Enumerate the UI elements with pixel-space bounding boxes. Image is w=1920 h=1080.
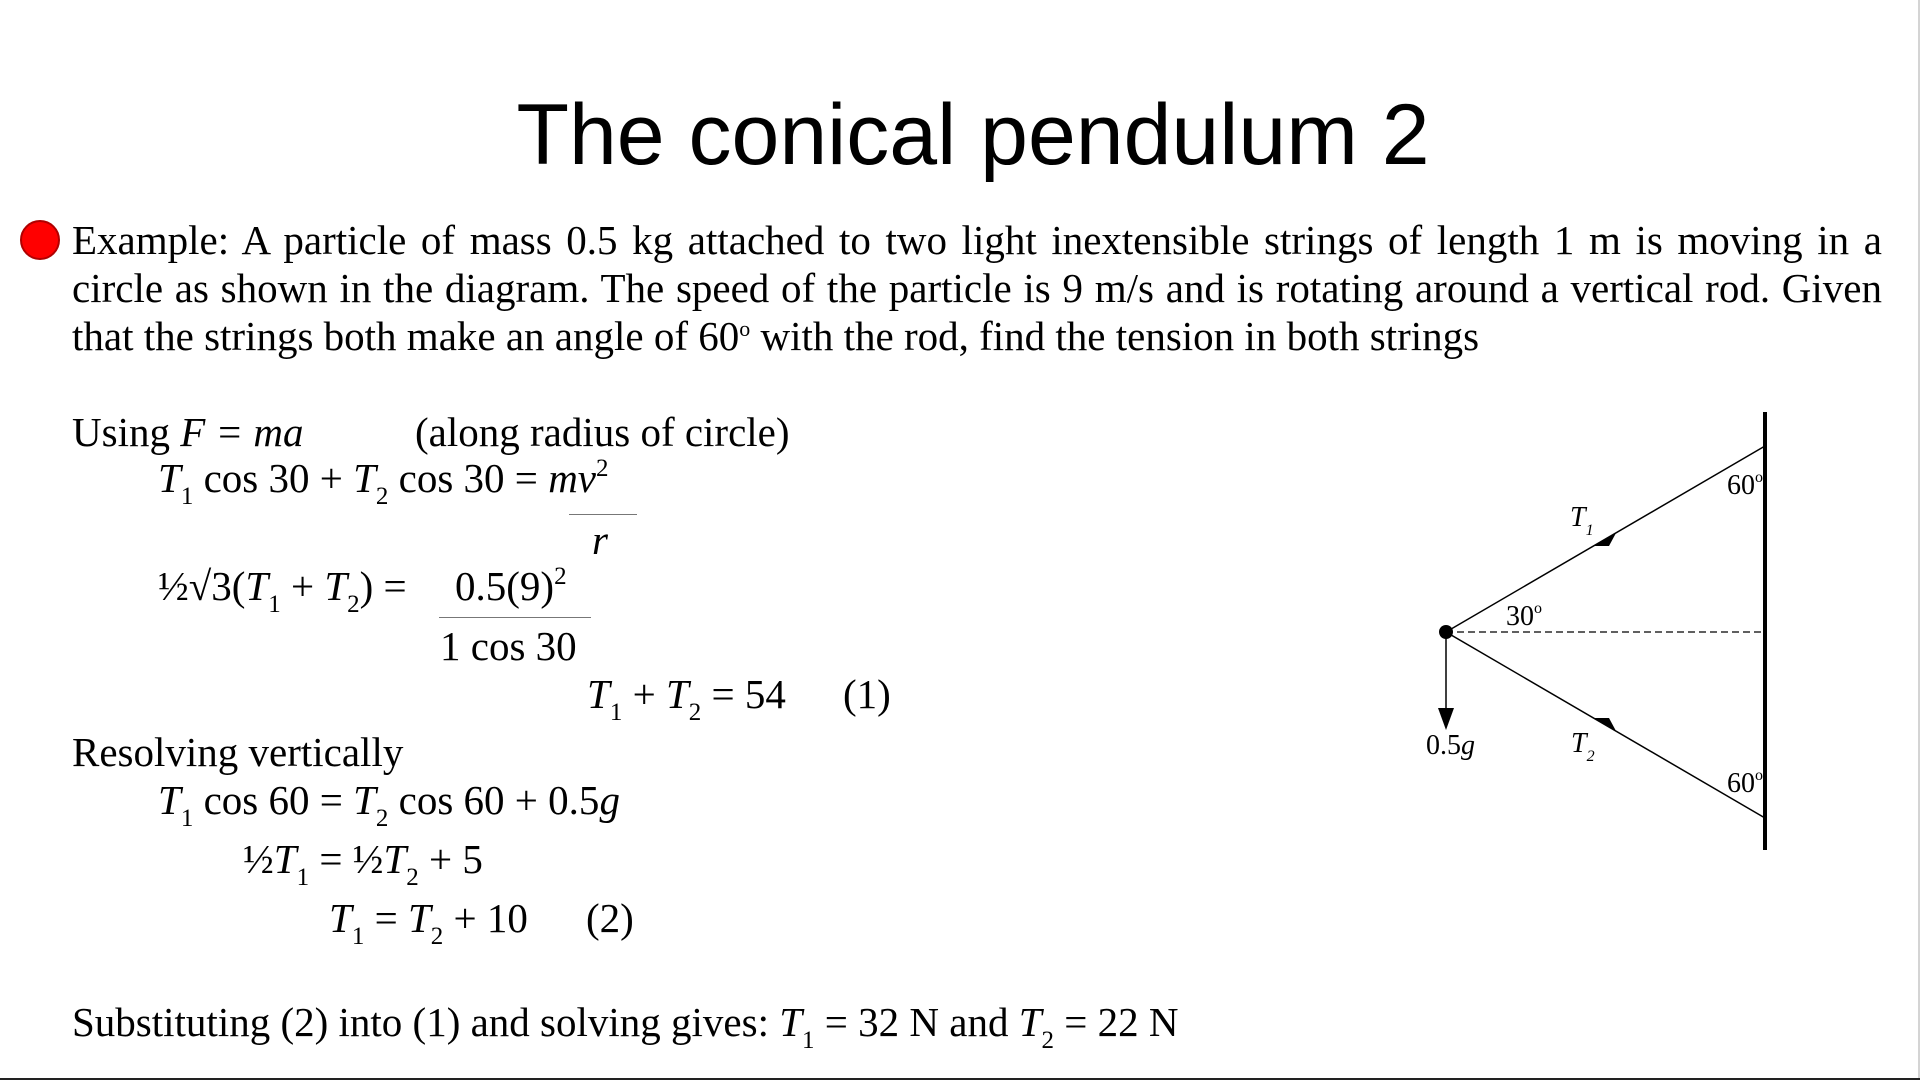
equation-6: $T_1 = T_2 + 10$	[329, 895, 528, 950]
angle-bottom-label: 60$^o$	[1727, 767, 1763, 799]
slide-title: The conical pendulum 2	[516, 87, 1430, 183]
degree-mark: o	[739, 316, 751, 341]
equation-1-denominator: r	[592, 517, 608, 563]
bullet-icon	[20, 220, 60, 260]
example-text	[72, 216, 1882, 360]
angle-mid-label: 30$^o$	[1506, 600, 1542, 632]
equation-6-tag: (2)	[586, 895, 634, 941]
fraction-bar-2	[439, 617, 591, 618]
T2-label: $T_2$	[1571, 728, 1595, 765]
weight-label: 0.5g	[1426, 730, 1475, 761]
pendulum-diagram	[1400, 405, 1800, 865]
equation-1: $T_1$ $\cos 30 + T_2$ $\cos 30 = mv^2$	[158, 455, 609, 510]
using-note: (along radius of circle)	[415, 409, 790, 455]
using-line	[72, 408, 304, 456]
example-end: with the rod, find the tension in both strings	[750, 313, 1480, 359]
particle	[1439, 625, 1453, 639]
T1-label: $T_1$	[1570, 502, 1594, 539]
equation-2-denominator: 1 cos 30	[440, 623, 577, 669]
equation-2-numerator: $0.5(9)^2$	[455, 563, 567, 609]
using-prefix: Using	[72, 409, 181, 455]
equation-5: $\frac{1}{2}T_1$ = $\frac{1}{2}T_2 + 5$	[243, 836, 483, 891]
final-result: Substituting (2) into (1) and solving gives: $T_1 = 32$ N and $T_2 = 22$ N	[72, 999, 1179, 1054]
equation-4: $T_1$ $\cos 60 = T_2$ cos 60 + 0.5g	[158, 777, 620, 832]
example-body: Example: A particle of mass 0.5 kg attached to two light inextensible strings of length 1 m is moving in a circle as shown in the diagram. The speed of the particle is 9 m/s and is rotating around a vertical rod. Given that the strings both make an angle of 60	[72, 217, 1882, 359]
weight-arrow-icon	[1438, 708, 1454, 730]
resolving-heading: Resolving vertically	[72, 729, 404, 775]
angle-top-label: 60$^o$	[1727, 469, 1763, 501]
equation-2: $\frac{1}{2}√3(T_1 + T_2)$ =	[158, 563, 407, 618]
fraction-bar-1	[569, 514, 637, 515]
using-equation: F = ma	[180, 409, 304, 455]
equation-3: $T_1 + T_2 = 54$	[587, 671, 786, 726]
equation-3-tag: (1)	[843, 671, 891, 717]
